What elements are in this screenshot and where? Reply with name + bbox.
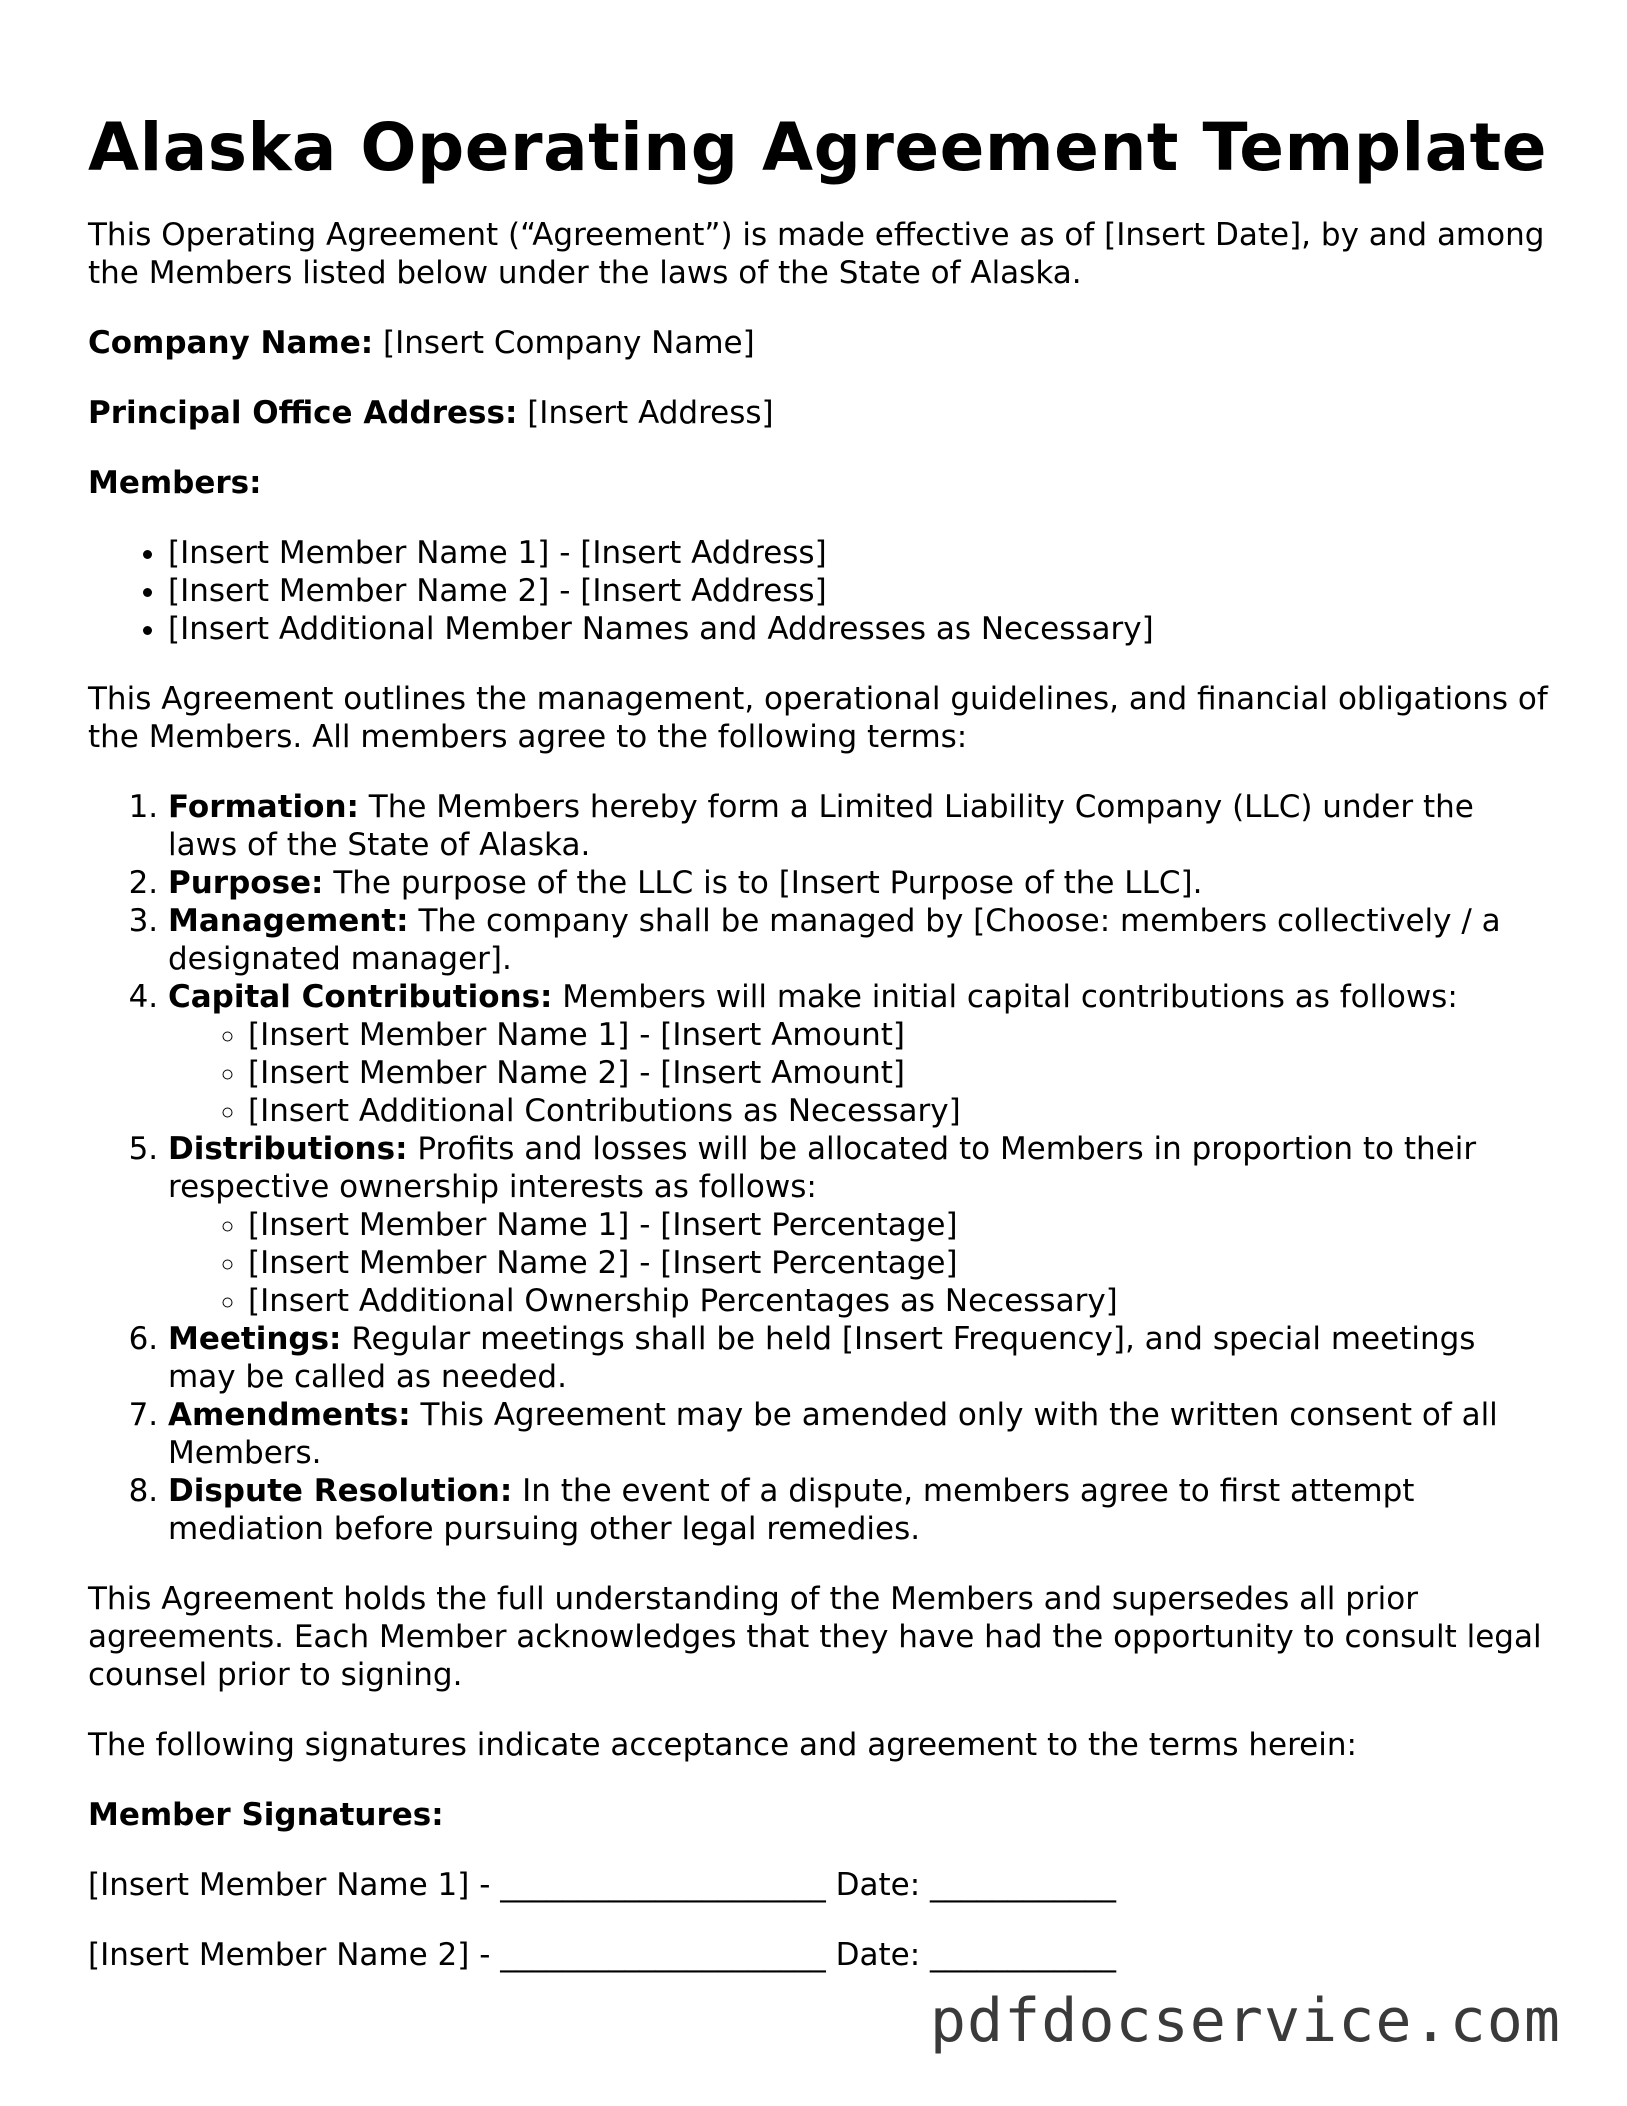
- term-text: The Members hereby form a Limited Liability Company (LLC) under the laws of the State of Alaska.: [168, 789, 1474, 863]
- terms-list: [88, 788, 1548, 1548]
- list-item: • [Insert Additional Member Names and Addresses as Necessary]: [168, 610, 1548, 648]
- distributions-list: [168, 1206, 1548, 1320]
- term-text: The purpose of the LLC is to [Insert Purpose of the LLC].: [333, 865, 1203, 901]
- term-text: This Agreement may be amended only with the written consent of all Members.: [168, 1397, 1498, 1471]
- company-name-value: [Insert Company Name]: [382, 325, 755, 361]
- term-label: Meetings:: [168, 1321, 342, 1357]
- term-text: In the event of a dispute, members agree to first attempt mediation before pursuing other legal remedies.: [168, 1473, 1415, 1547]
- list-item: ◦ [Insert Additional Ownership Percentages as Necessary]: [248, 1282, 1548, 1320]
- company-name-label: Company Name:: [88, 325, 374, 361]
- signatures-heading: Member Signatures:: [88, 1797, 444, 1833]
- members-heading: Members:: [88, 465, 262, 501]
- acceptance-paragraph: The following signatures indicate acceptance and agreement to the terms herein:: [88, 1727, 1357, 1763]
- term-label: Dispute Resolution:: [168, 1473, 513, 1509]
- members-list: [88, 534, 1548, 648]
- company-name-line: [88, 324, 1548, 362]
- signature-line-2: [Insert Member Name 2] - _____________________ Date: ____________: [88, 1937, 1116, 1973]
- term-management: [168, 902, 1548, 978]
- contributions-list: [168, 1016, 1548, 1130]
- term-label: Distributions:: [168, 1131, 408, 1167]
- office-address-label: Principal Office Address:: [88, 395, 518, 431]
- list-item: ◦ [Insert Member Name 1] - [Insert Percentage]: [248, 1206, 1548, 1244]
- term-amendments: [168, 1396, 1548, 1472]
- term-capital-contributions: [168, 978, 1548, 1130]
- term-label: Purpose:: [168, 865, 324, 901]
- page-title: Alaska Operating Agreement Template: [88, 109, 1547, 186]
- term-text: Members will make initial capital contributions as follows:: [562, 979, 1458, 1015]
- list-item: ◦ [Insert Additional Contributions as Necessary]: [248, 1092, 1548, 1130]
- list-item: ◦ [Insert Member Name 2] - [Insert Percentage]: [248, 1244, 1548, 1282]
- term-distributions: [168, 1130, 1548, 1320]
- term-label: Amendments:: [168, 1397, 411, 1433]
- watermark: pdfdocservice.com: [929, 1986, 1561, 2056]
- term-label: Formation:: [168, 789, 359, 825]
- intro-paragraph: This Operating Agreement (“Agreement”) is made effective as of [Insert Date], by and among the Members listed below under the laws of the State of Alaska.: [88, 217, 1545, 291]
- document-page: [88, 108, 1548, 2006]
- term-purpose: [168, 864, 1548, 902]
- term-dispute-resolution: [168, 1472, 1548, 1548]
- term-text: The company shall be managed by [Choose: members collectively / a designated manager].: [168, 903, 1501, 977]
- signature-line-1: [Insert Member Name 1] - _____________________ Date: ____________: [88, 1867, 1116, 1903]
- list-item: ◦ [Insert Member Name 2] - [Insert Amount]: [248, 1054, 1548, 1092]
- term-label: Management:: [168, 903, 409, 939]
- term-label: Capital Contributions:: [168, 979, 553, 1015]
- list-item: • [Insert Member Name 2] - [Insert Address]: [168, 572, 1548, 610]
- outline-paragraph: This Agreement outlines the management, operational guidelines, and financial obligations of the Members. All members agree to the following terms:: [88, 681, 1548, 755]
- term-meetings: [168, 1320, 1548, 1396]
- term-text: Regular meetings shall be held [Insert Frequency], and special meetings may be called as needed.: [168, 1321, 1476, 1395]
- term-formation: [168, 788, 1548, 864]
- office-address-line: [88, 394, 1548, 432]
- term-text: Profits and losses will be allocated to Members in proportion to their respective ownership interests as follows:: [168, 1131, 1477, 1205]
- list-item: ◦ [Insert Member Name 1] - [Insert Amount]: [248, 1016, 1548, 1054]
- office-address-value: [Insert Address]: [527, 395, 774, 431]
- list-item: • [Insert Member Name 1] - [Insert Address]: [168, 534, 1548, 572]
- closing-paragraph: This Agreement holds the full understanding of the Members and supersedes all prior agreements. Each Member acknowledges that they have had the opportunity to consult legal counsel prior to signing.: [88, 1581, 1542, 1693]
